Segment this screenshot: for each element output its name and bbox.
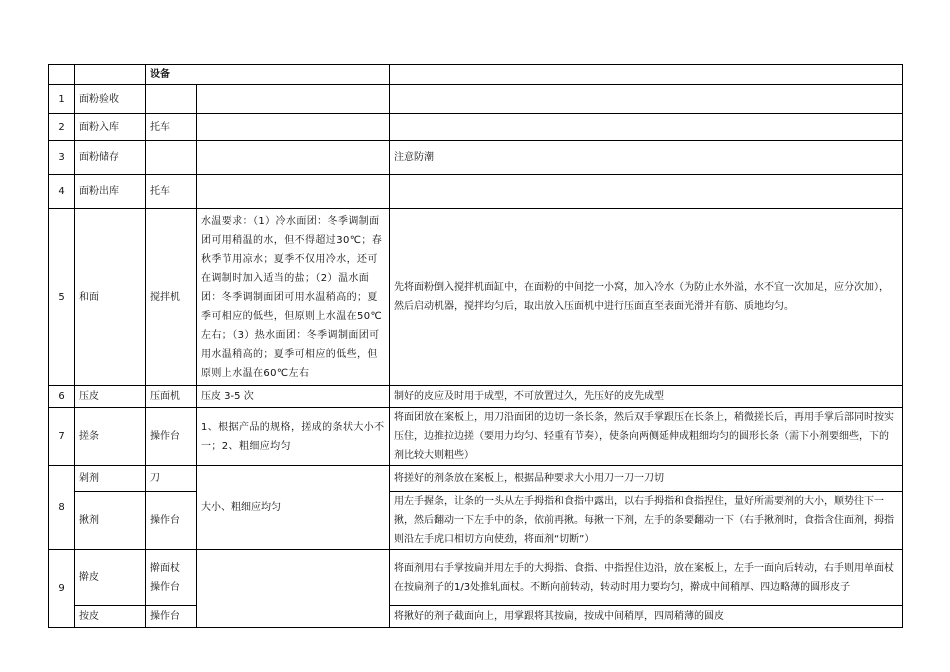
step-note bbox=[390, 175, 903, 209]
step-note bbox=[390, 85, 903, 114]
step-name: 和面 bbox=[75, 209, 146, 386]
table-row bbox=[49, 492, 903, 550]
step-equipment: 操作台 bbox=[146, 492, 197, 550]
table-row bbox=[49, 85, 903, 114]
process-table bbox=[48, 64, 903, 628]
step-note: 将搓好的剂条放在案板上，根据品种要求大小用刀一刀一刀切 bbox=[390, 466, 903, 492]
step-equipment: 搅拌机 bbox=[146, 209, 197, 386]
step-name: 面粉入库 bbox=[75, 114, 146, 141]
step-note: 制好的皮应及时用于成型，不可放置过久，先压好的皮先成型 bbox=[390, 386, 903, 408]
step-requirement bbox=[197, 114, 390, 141]
table-row bbox=[49, 606, 903, 628]
step-equipment bbox=[146, 85, 197, 114]
step-note: 用左手握条，让条的一头从左手拇指和食指中露出，以右手拇指和食指捏住，量好所需要剂的大小，顺势往下一揪，然后翻动一下左手中的条，依前再揪。每揪一下剂，左手的条要翻动一下（右手揪剂时，食指含住面剂，拇指则沿左手虎口相切方向使劲，将面剂“切断”） bbox=[390, 492, 903, 550]
step-number: 9 bbox=[49, 550, 75, 628]
step-name: 面粉验收 bbox=[75, 85, 146, 114]
step-equipment: 擀面杖 操作台 bbox=[146, 550, 197, 606]
table-row bbox=[49, 386, 903, 408]
header-row bbox=[49, 65, 903, 85]
step-note: 先将面粉倒入搅拌机面缸中，在面粉的中间挖一小窝，加入冷水（为防止水外溢，水不宜一次加足，应分次加），然后启动机器，搅拌均匀后，取出放入压面机中进行压面直至表面光滑并有筋、质地均匀。 bbox=[390, 209, 903, 386]
step-name: 剁剂 bbox=[75, 466, 146, 492]
table-row bbox=[49, 114, 903, 141]
step-name: 面粉储存 bbox=[75, 141, 146, 175]
step-name: 按皮 bbox=[75, 606, 146, 628]
step-number: 1 bbox=[49, 85, 75, 114]
table-row bbox=[49, 175, 903, 209]
equipment-header: 设备 bbox=[146, 65, 390, 85]
table-row bbox=[49, 209, 903, 386]
step-equipment: 操作台 bbox=[146, 408, 197, 466]
step-number: 2 bbox=[49, 114, 75, 141]
step-equipment: 压面机 bbox=[146, 386, 197, 408]
step-name: 揪剂 bbox=[75, 492, 146, 550]
step-note: 将揪好的剂子截面向上，用掌跟将其按扁，按成中间稍厚，四周稍薄的圆皮 bbox=[390, 606, 903, 628]
table-row bbox=[49, 408, 903, 466]
step-equipment: 刀 bbox=[146, 466, 197, 492]
step-equipment bbox=[146, 141, 197, 175]
step-equipment: 操作台 bbox=[146, 606, 197, 628]
step-name: 面粉出库 bbox=[75, 175, 146, 209]
step-requirement bbox=[197, 175, 390, 209]
step-number: 5 bbox=[49, 209, 75, 386]
step-equipment: 托车 bbox=[146, 175, 197, 209]
step-equipment: 托车 bbox=[146, 114, 197, 141]
step-requirement: 压皮 3-5 次 bbox=[197, 386, 390, 408]
step-note: 将面剂用右手掌按扁并用左手的大拇指、食指、中指捏住边沿，放在案板上，左手一面向后转动，右手则用单面杖在按扁剂子的1/3处推轧面杖。不断向前转动，转动时用力要均匀，擀成中间稍厚、四边略薄的圆形皮子 bbox=[390, 550, 903, 606]
step-number: 7 bbox=[49, 408, 75, 466]
table-row bbox=[49, 141, 903, 175]
step-note bbox=[390, 114, 903, 141]
step-requirement bbox=[197, 141, 390, 175]
step-name: 搓条 bbox=[75, 408, 146, 466]
table-row bbox=[49, 550, 903, 606]
step-requirement: 1、根据产品的规格，搓成的条状大小不一；2、粗细应均匀 bbox=[197, 408, 390, 466]
step-name: 擀皮 bbox=[75, 550, 146, 606]
step-requirement bbox=[197, 550, 390, 628]
step-requirement bbox=[197, 85, 390, 114]
step-number: 8 bbox=[49, 466, 75, 550]
step-number: 3 bbox=[49, 141, 75, 175]
step-name: 压皮 bbox=[75, 386, 146, 408]
step-note: 注意防潮 bbox=[390, 141, 903, 175]
step-requirement: 水温要求：（1）冷水面团：冬季调制面团可用稍温的水，但不得超过30℃；春秋季节用凉水；夏季不仅用冷水，还可在调制时加入适当的盐；（2）温水面团：冬季调制面团可用水温稍高的；夏季可相应的低些，但原则上水温在50℃左右；（3）热水面团：冬季调制面团可用水温稍高的；夏季可相应的低些，但原则上水温在60℃左右 bbox=[197, 209, 390, 386]
step-number: 6 bbox=[49, 386, 75, 408]
step-number: 4 bbox=[49, 175, 75, 209]
table-row bbox=[49, 466, 903, 492]
step-note: 将面团放在案板上，用刀沿面团的边切一条长条，然后双手掌跟压在长条上，稍微搓长后，再用手掌后部同时按实压住，边推拉边搓（要用力均匀、轻重有节奏），使条向两侧延伸成粗细均匀的圆形长条（需下小剂要细些，下的剂比较大则粗些） bbox=[390, 408, 903, 466]
step-requirement: 大小、粗细应均匀 bbox=[197, 466, 390, 550]
